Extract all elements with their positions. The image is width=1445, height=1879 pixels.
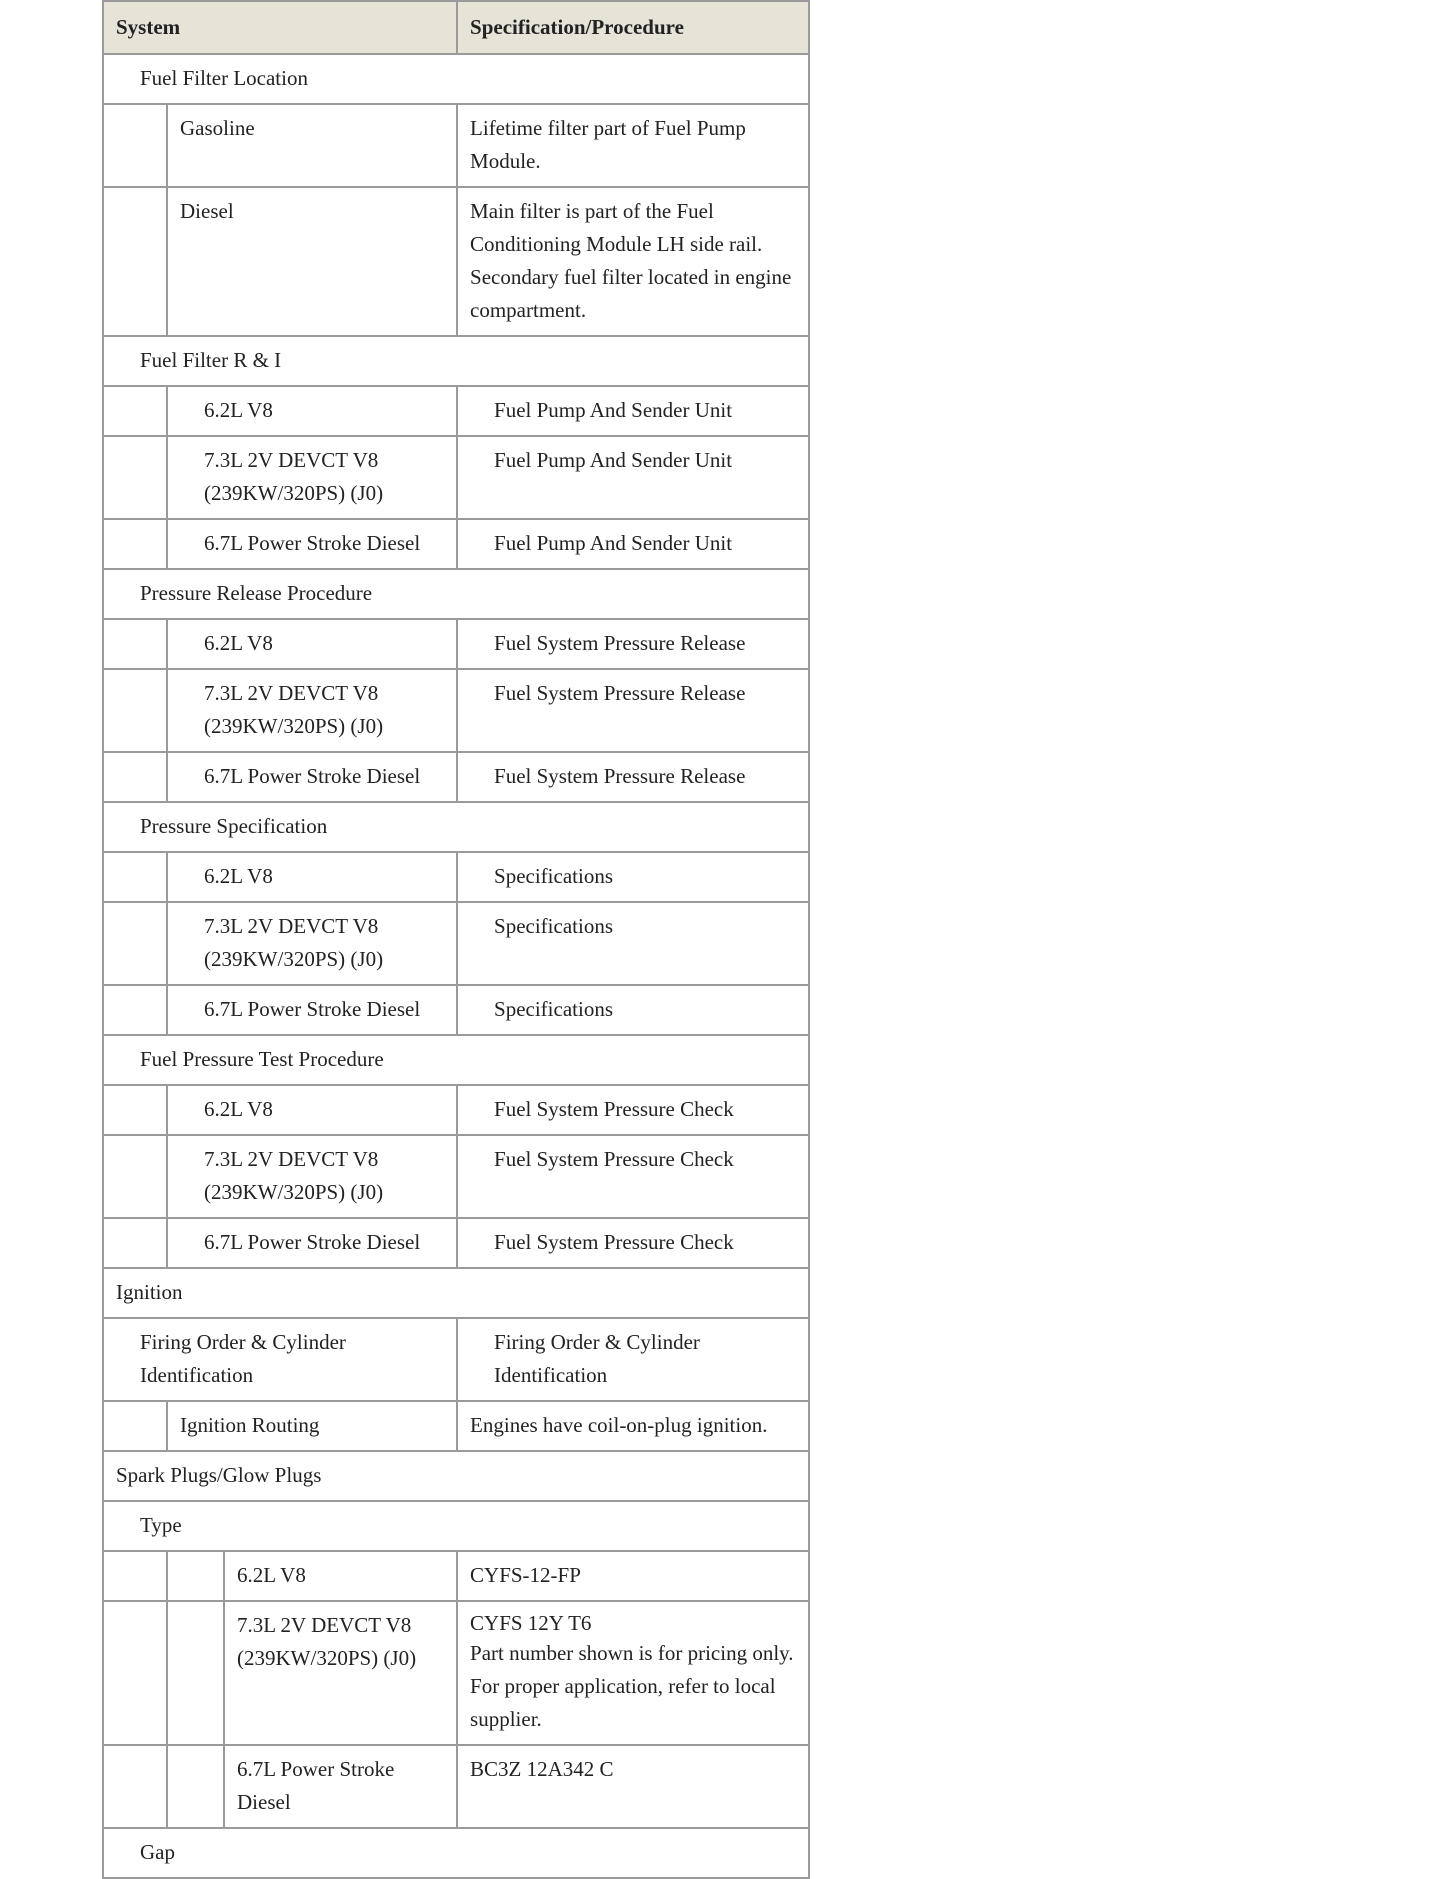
indent-cell [103, 1085, 167, 1135]
system-cell: 7.3L 2V DEVCT V8 (239KW/320PS) (J0) [167, 1135, 457, 1218]
spec-cell [457, 1601, 809, 1745]
indent-cell [103, 985, 167, 1035]
procedure-link[interactable]: Fuel System Pressure Release [457, 752, 809, 802]
table-row [103, 104, 809, 187]
part-note: Part number shown is for pricing only. For proper application, refer to local supplier. [470, 1641, 794, 1731]
indent-cell [103, 1601, 167, 1745]
table-row [103, 1218, 809, 1268]
table-row [103, 902, 809, 985]
indent-cell [103, 519, 167, 569]
table-row [103, 1551, 809, 1601]
system-cell: 6.7L Power Stroke Diesel [224, 1745, 457, 1828]
procedure-link[interactable]: Specifications [457, 902, 809, 985]
table-row [103, 1601, 809, 1745]
indent-cell [103, 752, 167, 802]
section-fuel-pressure-test: Fuel Pressure Test Procedure [103, 1035, 809, 1085]
table-row [103, 386, 809, 436]
procedure-link[interactable]: Fuel Pump And Sender Unit [457, 386, 809, 436]
procedure-link[interactable]: Fuel Pump And Sender Unit [457, 519, 809, 569]
system-cell: 6.7L Power Stroke Diesel [167, 1218, 457, 1268]
system-cell: Ignition Routing [167, 1401, 457, 1451]
section-row [103, 1501, 809, 1551]
indent-cell [103, 1745, 167, 1828]
indent-cell [103, 436, 167, 519]
system-cell: 6.2L V8 [167, 1085, 457, 1135]
indent-cell [103, 1551, 167, 1601]
system-cell: 7.3L 2V DEVCT V8 (239KW/320PS) (J0) [224, 1601, 457, 1745]
section-row [103, 1828, 809, 1878]
section-ignition: Ignition [103, 1268, 809, 1318]
table-row [103, 985, 809, 1035]
indent-cell [103, 669, 167, 752]
procedure-link[interactable]: Specifications [457, 852, 809, 902]
table-row [103, 187, 809, 336]
table-row [103, 1401, 809, 1451]
procedure-link[interactable]: Fuel Pump And Sender Unit [457, 436, 809, 519]
indent-cell [103, 902, 167, 985]
header-system: System [103, 1, 457, 54]
section-row [103, 1268, 809, 1318]
procedure-link[interactable]: Fuel System Pressure Check [457, 1218, 809, 1268]
system-cell: 6.2L V8 [167, 386, 457, 436]
procedure-link[interactable]: Fuel System Pressure Release [457, 669, 809, 752]
section-gap: Gap [103, 1828, 809, 1878]
table-row [103, 436, 809, 519]
table-row [103, 1318, 809, 1401]
system-cell: 7.3L 2V DEVCT V8 (239KW/320PS) (J0) [167, 902, 457, 985]
section-spark-plugs: Spark Plugs/Glow Plugs [103, 1451, 809, 1501]
procedure-link[interactable]: Fuel System Pressure Check [457, 1085, 809, 1135]
indent-cell [103, 187, 167, 336]
table-row [103, 1745, 809, 1828]
section-row [103, 54, 809, 104]
system-cell: Diesel [167, 187, 457, 336]
system-cell: 7.3L 2V DEVCT V8 (239KW/320PS) (J0) [167, 436, 457, 519]
table-header-row [103, 1, 809, 54]
indent-cell [167, 1601, 224, 1745]
spec-cell: Main filter is part of the Fuel Conditioning Module LH side rail. Secondary fuel filter located in engine compartment. [457, 187, 809, 336]
spec-cell: Engines have coil-on-plug ignition. [457, 1401, 809, 1451]
section-pressure-release: Pressure Release Procedure [103, 569, 809, 619]
section-row [103, 802, 809, 852]
section-pressure-specification: Pressure Specification [103, 802, 809, 852]
indent-cell [167, 1551, 224, 1601]
table-row [103, 619, 809, 669]
header-specification: Specification/Procedure [457, 1, 809, 54]
indent-cell [103, 386, 167, 436]
procedure-link[interactable]: Fuel System Pressure Check [457, 1135, 809, 1218]
system-cell: Firing Order & Cylinder Identification [103, 1318, 457, 1401]
indent-cell [103, 852, 167, 902]
indent-cell [103, 104, 167, 187]
system-cell: 6.2L V8 [167, 852, 457, 902]
system-cell: 6.7L Power Stroke Diesel [167, 985, 457, 1035]
indent-cell [103, 1401, 167, 1451]
procedure-link[interactable]: Firing Order & Cylinder Identification [457, 1318, 809, 1401]
section-fuel-filter-ri: Fuel Filter R & I [103, 336, 809, 386]
section-row [103, 336, 809, 386]
table-row [103, 1135, 809, 1218]
indent-cell [103, 1218, 167, 1268]
indent-cell [103, 1135, 167, 1218]
table-row [103, 1085, 809, 1135]
specification-table [102, 0, 810, 1879]
section-row [103, 1035, 809, 1085]
system-cell: 6.2L V8 [167, 619, 457, 669]
system-cell: 6.7L Power Stroke Diesel [167, 519, 457, 569]
table-row [103, 752, 809, 802]
spec-cell: CYFS-12-FP [457, 1551, 809, 1601]
table-row [103, 519, 809, 569]
procedure-link[interactable]: Fuel System Pressure Release [457, 619, 809, 669]
spec-cell: Lifetime filter part of Fuel Pump Module. [457, 104, 809, 187]
system-cell: 7.3L 2V DEVCT V8 (239KW/320PS) (J0) [167, 669, 457, 752]
spec-cell: BC3Z 12A342 C [457, 1745, 809, 1828]
system-cell: 6.2L V8 [224, 1551, 457, 1601]
indent-cell [103, 619, 167, 669]
system-cell: Gasoline [167, 104, 457, 187]
indent-cell [167, 1745, 224, 1828]
table-row [103, 852, 809, 902]
section-type: Type [103, 1501, 809, 1551]
table-row [103, 669, 809, 752]
part-number: CYFS 12Y T6 [470, 1611, 592, 1635]
section-fuel-filter-location: Fuel Filter Location [103, 54, 809, 104]
procedure-link[interactable]: Specifications [457, 985, 809, 1035]
section-row [103, 569, 809, 619]
section-row [103, 1451, 809, 1501]
system-cell: 6.7L Power Stroke Diesel [167, 752, 457, 802]
